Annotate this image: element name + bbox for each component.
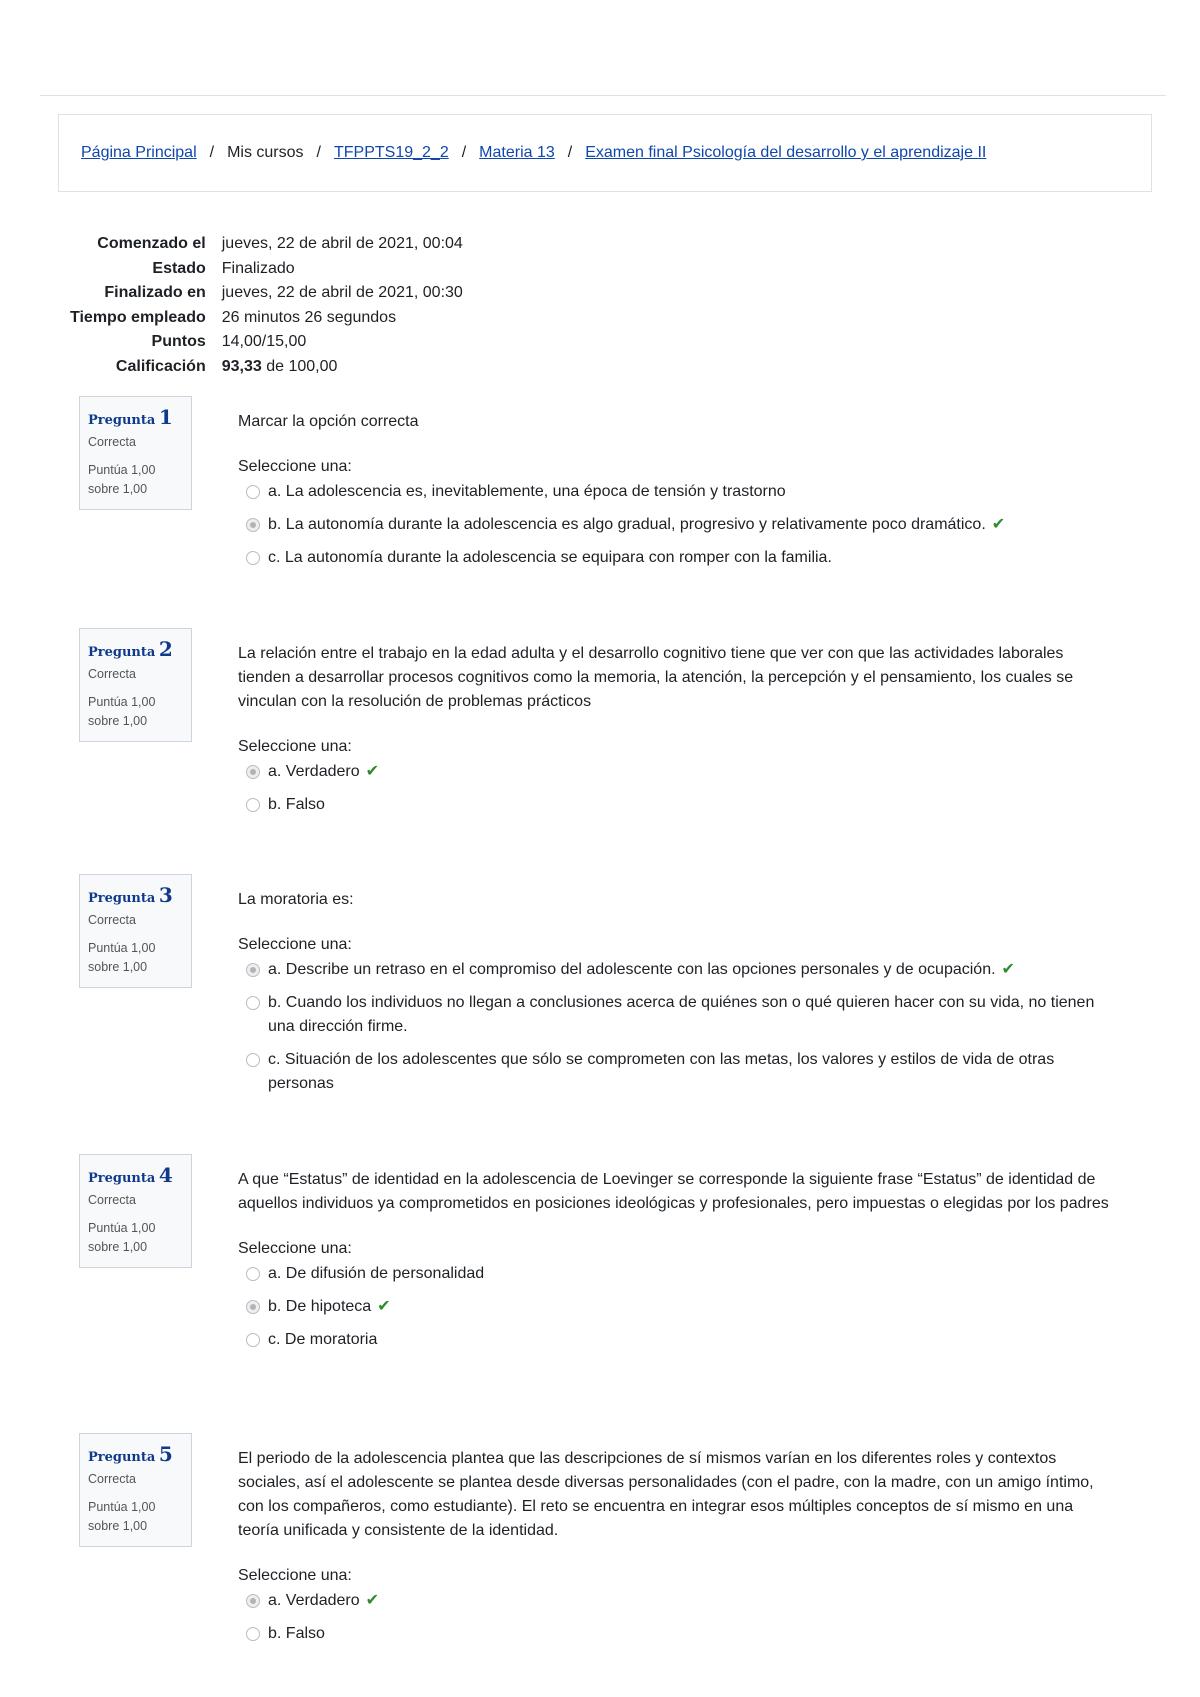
option-label: c. Situación de los adolescentes que sólo se comprometen con las metas, los valores y estilos de vida de otras personas xyxy=(268,1051,1055,1092)
question-grade xyxy=(88,1498,183,1536)
check-icon: ✔ xyxy=(991,516,1006,533)
question-label: Pregunta xyxy=(88,1171,156,1186)
summary-label: Estado xyxy=(152,259,206,277)
question-number-value: 3 xyxy=(158,883,173,907)
option-label: a. De difusión de personalidad xyxy=(268,1265,485,1282)
answer-prompt: Seleccione una: xyxy=(238,1240,352,1257)
grade-line: sobre 1,00 xyxy=(88,714,148,728)
answer-prompt: Seleccione una: xyxy=(238,738,352,755)
grade-line: sobre 1,00 xyxy=(88,482,148,496)
radio-button[interactable] xyxy=(246,485,260,499)
answer-prompt: Seleccione una: xyxy=(238,936,352,953)
answer-option[interactable] xyxy=(238,991,1118,1039)
question-number xyxy=(88,883,183,907)
question-state: Correcta xyxy=(88,1472,136,1486)
breadcrumb-course-link[interactable]: TFPPTS19_2_2 xyxy=(333,144,449,161)
summary-row-time xyxy=(70,306,463,331)
question-body-5 xyxy=(238,1447,1118,1655)
grade-line: Puntúa 1,00 xyxy=(88,695,156,709)
summary-row-state xyxy=(70,257,463,282)
question-number-value: 2 xyxy=(158,637,173,661)
question-number-value: 1 xyxy=(158,405,173,429)
radio-button-selected[interactable] xyxy=(246,963,260,977)
radio-button[interactable] xyxy=(246,1267,260,1281)
question-grade xyxy=(88,1219,183,1257)
question-number xyxy=(88,1163,183,1187)
breadcrumb-my-courses: Mis cursos xyxy=(227,144,304,161)
question-grade xyxy=(88,939,183,977)
answer-option[interactable] xyxy=(238,793,1118,817)
summary-label: Puntos xyxy=(151,333,206,351)
breadcrumb-section-link[interactable]: Materia 13 xyxy=(479,144,555,161)
breadcrumb-separator: / xyxy=(461,144,467,161)
option-label: a. Verdadero xyxy=(268,1592,360,1609)
grade-line: Puntúa 1,00 xyxy=(88,1221,156,1235)
answer-option[interactable] xyxy=(238,1048,1118,1096)
question-label: Pregunta xyxy=(88,645,156,660)
option-label: a. Describe un retraso en el compromiso del adolescente con las opciones personales y de ocupación. xyxy=(268,961,996,978)
radio-button-selected[interactable] xyxy=(246,1594,260,1608)
answer-prompt: Seleccione una: xyxy=(238,458,352,475)
answer-option[interactable] xyxy=(238,513,1118,537)
question-text: Marcar la opción correcta xyxy=(238,413,419,430)
grade-line: Puntúa 1,00 xyxy=(88,463,156,477)
answer-option[interactable] xyxy=(238,958,1118,982)
radio-button[interactable] xyxy=(246,1627,260,1641)
question-number-value: 5 xyxy=(158,1442,173,1466)
question-body-2 xyxy=(238,642,1118,826)
question-body-3 xyxy=(238,888,1118,1105)
question-number xyxy=(88,637,183,661)
question-text: La relación entre el trabajo en la edad adulta y el desarrollo cognitivo tiene que ver con que las actividades laborales tienden a desarrollar procesos cognitivos como la memoria, la atención, la percepción y el pensamiento, los cuales se vinculan con la resolución de problemas prácticos xyxy=(238,645,1074,710)
answer-options xyxy=(238,1589,1118,1646)
answer-option[interactable] xyxy=(238,546,1118,570)
answer-option[interactable] xyxy=(238,1328,1118,1352)
summary-row-started xyxy=(70,232,463,257)
option-label: a. La adolescencia es, inevitablemente, una época de tensión y trastorno xyxy=(268,483,786,500)
question-state: Correcta xyxy=(88,1193,136,1207)
check-icon: ✔ xyxy=(377,1298,391,1315)
answer-option[interactable] xyxy=(238,760,1118,784)
summary-row-grade xyxy=(70,355,463,380)
option-label: c. La autonomía durante la adolescencia se equipara con romper con la familia. xyxy=(268,549,832,566)
breadcrumb-home-link[interactable]: Página Principal xyxy=(81,144,197,161)
radio-button[interactable] xyxy=(246,798,260,812)
grade-line: Puntúa 1,00 xyxy=(88,1500,156,1514)
radio-button[interactable] xyxy=(246,996,260,1010)
summary-row-finished xyxy=(70,281,463,306)
question-number xyxy=(88,1442,183,1466)
summary-label: Comenzado el xyxy=(97,235,206,253)
question-text: A que “Estatus” de identidad en la adolescencia de Loevinger se corresponde la siguiente frase “Estatus” de identidad de aquellos individuos ya comprometidos en posiciones ideológicas y profesionales, pero impuestas o elegidas por los padres xyxy=(238,1171,1109,1212)
question-grade xyxy=(88,461,183,499)
radio-button[interactable] xyxy=(246,551,260,565)
answer-prompt: Seleccione una: xyxy=(238,1567,352,1584)
option-label: a. Verdadero xyxy=(268,763,360,780)
summary-label: Calificación xyxy=(115,357,206,375)
question-number xyxy=(88,405,183,429)
summary-value: 26 minutos 26 segundos xyxy=(221,308,397,326)
summary-value: jueves, 22 de abril de 2021, 00:30 xyxy=(221,284,463,302)
summary-label: Tiempo empleado xyxy=(70,308,206,326)
answer-options xyxy=(238,480,1118,570)
radio-button-selected[interactable] xyxy=(246,765,260,779)
question-info-5 xyxy=(79,1433,192,1547)
question-info-1 xyxy=(79,396,192,510)
question-state: Correcta xyxy=(88,435,136,449)
summary-label: Finalizado en xyxy=(104,284,206,302)
check-icon: ✔ xyxy=(365,1592,380,1609)
option-label: b. De hipoteca xyxy=(268,1298,372,1315)
grade-line: sobre 1,00 xyxy=(88,1519,148,1533)
question-grade xyxy=(88,693,183,731)
breadcrumb-separator: / xyxy=(567,144,573,161)
radio-button-selected[interactable] xyxy=(246,518,260,532)
answer-option[interactable] xyxy=(238,1589,1118,1613)
answer-option[interactable] xyxy=(238,1262,1118,1286)
question-info-2 xyxy=(79,628,192,742)
option-label: b. Falso xyxy=(268,1625,325,1642)
radio-button-selected[interactable] xyxy=(246,1300,260,1314)
grade-line: sobre 1,00 xyxy=(88,960,148,974)
summary-value xyxy=(222,355,463,380)
answer-option[interactable] xyxy=(238,480,1118,504)
attempt-summary-table xyxy=(70,232,463,379)
answer-option[interactable] xyxy=(238,1295,1118,1319)
breadcrumb-quiz-link[interactable]: Examen final Psicología del desarrollo y el aprendizaje II xyxy=(585,144,987,161)
radio-button[interactable] xyxy=(246,1053,260,1067)
question-state: Correcta xyxy=(88,667,136,681)
option-label: b. La autonomía durante la adolescencia es algo gradual, progresivo y relativamente poco dramático. xyxy=(268,516,986,533)
question-body-1 xyxy=(238,410,1118,579)
question-number-value: 4 xyxy=(158,1163,173,1187)
grade-line: sobre 1,00 xyxy=(88,1240,148,1254)
question-info-3 xyxy=(79,874,192,988)
question-text: El periodo de la adolescencia plantea que las descripciones de sí mismos varían en los diferentes roles y contextos sociales, así el adolescente se plantea desde diversas personalidades (con el padre, con la madre, con un amigo íntimo, con los compañeros, como estudiante). El reto se encuentra en integrar esos múltiples conceptos de sí mismo en una teoría unificada y consistente de la identidad. xyxy=(238,1450,1094,1539)
question-label: Pregunta xyxy=(88,1450,156,1465)
grade-value: 93,33 xyxy=(221,357,262,375)
grade-line: Puntúa 1,00 xyxy=(88,941,156,955)
question-label: Pregunta xyxy=(88,413,156,428)
summary-row-points xyxy=(70,330,463,355)
option-label: b. Falso xyxy=(268,796,325,813)
answer-options xyxy=(238,1262,1118,1352)
check-icon: ✔ xyxy=(1001,961,1015,978)
radio-button[interactable] xyxy=(246,1333,260,1347)
summary-value: Finalizado xyxy=(221,259,295,277)
question-label: Pregunta xyxy=(88,891,156,906)
option-label: b. Cuando los individuos no llegan a conclusiones acerca de quiénes son o qué quieren hacer con su vida, no tienen una dirección firme. xyxy=(268,994,1095,1035)
check-icon: ✔ xyxy=(365,763,380,780)
summary-value: 14,00/15,00 xyxy=(221,333,307,351)
option-label: c. De moratoria xyxy=(268,1331,378,1348)
breadcrumb-separator: / xyxy=(316,144,321,161)
breadcrumb xyxy=(58,114,1152,192)
question-info-4 xyxy=(79,1154,192,1268)
header-divider xyxy=(40,95,1166,96)
answer-option[interactable] xyxy=(238,1622,1118,1646)
breadcrumb-separator: / xyxy=(209,144,215,161)
summary-value: jueves, 22 de abril de 2021, 00:04 xyxy=(221,235,463,253)
answer-options xyxy=(238,760,1118,817)
question-state: Correcta xyxy=(88,913,136,927)
grade-max: de 100,00 xyxy=(261,357,338,375)
question-text: La moratoria es: xyxy=(238,891,354,908)
answer-options xyxy=(238,958,1118,1096)
question-body-4 xyxy=(238,1168,1118,1361)
